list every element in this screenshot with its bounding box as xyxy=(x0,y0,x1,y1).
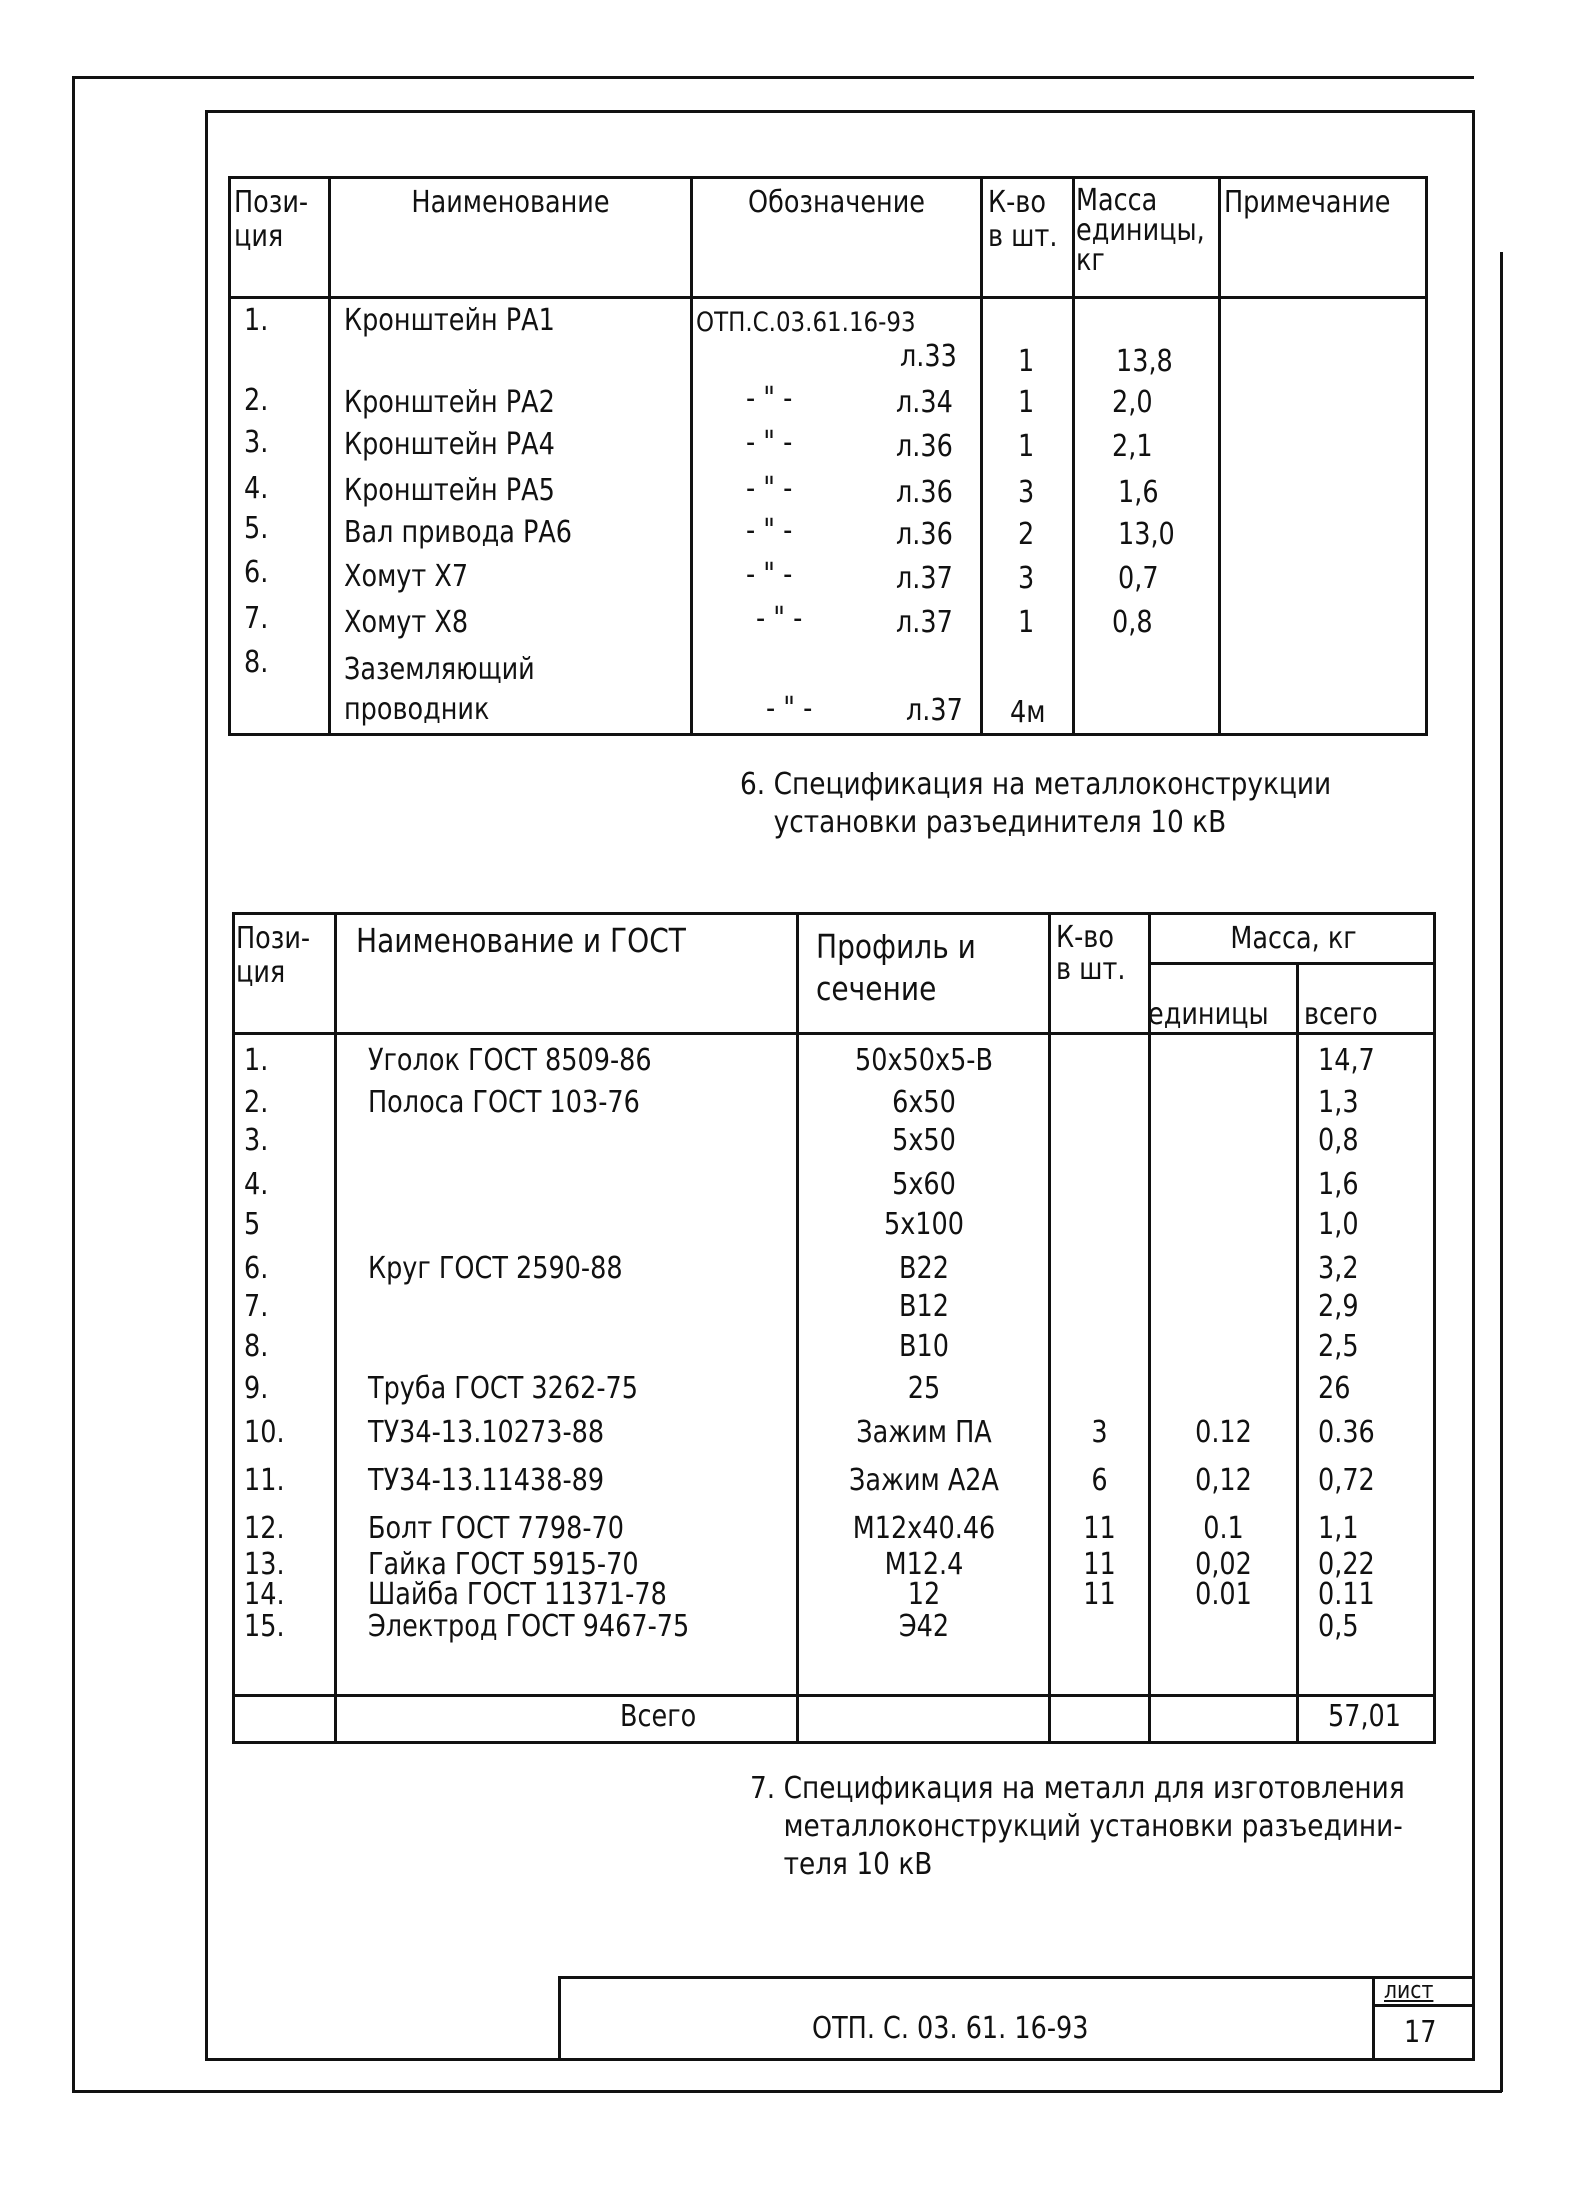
table7-row-total-mass: 0.36 xyxy=(1318,1415,1375,1450)
table7-row-name: Круг ГОСТ 2590-88 xyxy=(368,1251,623,1286)
table7-header-line xyxy=(232,1032,1436,1035)
table6-row-pos: 2. xyxy=(244,383,269,418)
page-bottom-border xyxy=(72,2090,1502,2093)
table7-row-total-mass: 0,72 xyxy=(1318,1463,1375,1498)
table7-header-total: всего xyxy=(1304,997,1378,1032)
page-top-border xyxy=(72,76,1474,79)
table7-col-line xyxy=(334,912,337,1744)
table6-row-sheet: л.36 xyxy=(896,429,953,464)
table7-row-total-mass: 26 xyxy=(1318,1371,1351,1406)
table7-row-name: ТУ34-13.10273-88 xyxy=(368,1415,605,1450)
table6-row-mass: 13,0 xyxy=(1118,517,1175,552)
table7-row-name: Болт ГОСТ 7798-70 xyxy=(368,1511,625,1546)
stamp-sheet-label-line xyxy=(1372,2004,1474,2007)
table6-row-pos: 4. xyxy=(244,471,269,506)
table7-row-pos: 14. xyxy=(244,1577,285,1612)
table7-row-total-mass: 3,2 xyxy=(1318,1251,1359,1286)
table6-row-name: Кронштейн РА4 xyxy=(344,427,555,462)
table7-row-pos: 13. xyxy=(244,1547,285,1582)
stamp-top-line xyxy=(558,1976,1474,1979)
table7-row-pos: 12. xyxy=(244,1511,285,1546)
table6-row-pos: 5. xyxy=(244,511,269,546)
table7-header-unit: единицы xyxy=(1148,997,1269,1032)
stamp-sheet-number: 17 xyxy=(1404,2015,1437,2050)
table7-row-total-mass: 1,0 xyxy=(1318,1207,1359,1242)
table6-row-sheet: л.34 xyxy=(896,385,953,420)
table6-row-mass: 0,7 xyxy=(1118,561,1159,596)
frame-top xyxy=(205,110,1475,113)
table6-row-qty: 4м xyxy=(1010,695,1046,730)
table7-header-qty: К-во в шт. xyxy=(1056,920,1126,987)
table7-row-name: Труба ГОСТ 3262-75 xyxy=(368,1371,638,1406)
table7-row-profile: Зажим А2А xyxy=(849,1463,999,1498)
table7-header-profile: Профиль и сечение xyxy=(816,927,976,1008)
table6-header-name: Наименование xyxy=(411,185,610,220)
page-right-border xyxy=(1500,252,1503,2092)
table7-row-qty: 6 xyxy=(1091,1463,1108,1498)
frame-bottom xyxy=(205,2058,1475,2061)
table7-row-profile: 5х60 xyxy=(892,1167,956,1202)
table7-mass-subheader-line xyxy=(1148,962,1436,965)
table6-header-mass: Масса единицы, кг xyxy=(1076,183,1205,278)
table7-row-pos: 9. xyxy=(244,1371,269,1406)
table6-header-line xyxy=(228,296,1428,299)
table6-header-qty: К-во в шт. xyxy=(988,185,1058,254)
table7-row-profile: 25 xyxy=(907,1371,941,1406)
table6-row-mass: 2,1 xyxy=(1112,429,1153,464)
table7-row-pos: 10. xyxy=(244,1415,285,1450)
table6-header-designation: Обозначение xyxy=(748,185,925,220)
table7-row-unit-mass: 0.1 xyxy=(1203,1511,1244,1546)
table7-row-profile: М12х40.46 xyxy=(852,1511,996,1546)
table6-row-name: Хомут Х8 xyxy=(344,605,469,640)
table6-row-pos: 8. xyxy=(244,645,269,680)
stamp-sheet-label: лист xyxy=(1384,1976,1434,2004)
table6-row-sheet: л.37 xyxy=(896,605,953,640)
table7-row-qty: 11 xyxy=(1083,1577,1116,1612)
table6-first-designation: ОТП.С.03.61.16-93 xyxy=(696,307,916,338)
table6-row-ditto: - " - xyxy=(766,691,813,726)
table7-row-total-mass: 14,7 xyxy=(1318,1043,1375,1078)
table7-row-pos: 8. xyxy=(244,1329,269,1364)
table7-col-line xyxy=(1296,962,1299,1744)
table7-row-qty: 11 xyxy=(1083,1547,1116,1582)
table7-col-line xyxy=(1148,912,1151,1744)
table6-caption: 6. Спецификация на металлоконструкции установки разъединителя 10 кВ xyxy=(740,767,1332,840)
table6-row-pos: 7. xyxy=(244,601,269,636)
table7-row-profile: В22 xyxy=(899,1251,949,1286)
table7-row-pos: 5 xyxy=(244,1207,261,1242)
table7-row-pos: 7. xyxy=(244,1289,269,1324)
table7-row-name: Гайка ГОСТ 5915-70 xyxy=(368,1547,639,1582)
table6-row-mass: 2,0 xyxy=(1112,385,1153,420)
table7-row-total-mass: 1,1 xyxy=(1318,1511,1359,1546)
table6-row-sheet: л.36 xyxy=(896,475,953,510)
table6-row-sheet: л.37 xyxy=(906,693,963,728)
table7-row-total-mass: 2,5 xyxy=(1318,1329,1359,1364)
table6-col-line xyxy=(328,176,331,736)
table7-row-total-mass: 0,8 xyxy=(1318,1123,1359,1158)
table7-row-name: Электрод ГОСТ 9467-75 xyxy=(368,1609,690,1644)
table6-row-name: Кронштейн РА5 xyxy=(344,473,555,508)
table7-row-total-mass: 0,22 xyxy=(1318,1547,1375,1582)
table6-row-mass: 1,6 xyxy=(1118,475,1159,510)
table7-row-qty: 3 xyxy=(1091,1415,1108,1450)
table6-row-ditto: - " - xyxy=(746,557,793,592)
table7-header-name: Наименование и ГОСТ xyxy=(356,921,686,960)
table7-row-total-mass: 2,9 xyxy=(1318,1289,1359,1324)
table6-row-pos: 6. xyxy=(244,555,269,590)
table7-row-unit-mass: 0.12 xyxy=(1195,1415,1252,1450)
table7-row-name: ТУ34-13.11438-89 xyxy=(368,1463,605,1498)
table6-row-ditto: - " - xyxy=(756,601,803,636)
table7-caption: 7. Спецификация на металл для изготовления металлоконструкций установки разъедини- теля 10 кВ xyxy=(750,1771,1405,1882)
table7-row-unit-mass: 0,02 xyxy=(1195,1547,1252,1582)
table7-row-unit-mass: 0,12 xyxy=(1195,1463,1252,1498)
table7-row-profile: Зажим ПА xyxy=(856,1415,992,1450)
table7-header-pos: Пози- ция xyxy=(236,921,311,990)
table6-row-qty: 1 xyxy=(1018,385,1035,420)
table7-row-pos: 15. xyxy=(244,1609,285,1644)
table7-row-pos: 3. xyxy=(244,1123,269,1158)
table7-row-pos: 6. xyxy=(244,1251,269,1286)
table7-row-name: Уголок ГОСТ 8509-86 xyxy=(368,1043,652,1078)
table6-col-line xyxy=(1218,176,1221,736)
table6-col-line xyxy=(980,176,983,736)
table6-row-pos: 3. xyxy=(244,425,269,460)
table7-row-profile: В12 xyxy=(899,1289,949,1324)
table6-row-mass: 13,8 xyxy=(1116,344,1173,379)
stamp-doc-code: ОТП. С. 03. 61. 16-93 xyxy=(812,2011,1089,2046)
table7-header-mass: Масса, кг xyxy=(1230,921,1357,956)
table6-row-qty: 1 xyxy=(1018,344,1035,379)
table7-row-pos: 11. xyxy=(244,1463,285,1498)
stamp-left-line xyxy=(558,1976,561,2060)
table6-col-line xyxy=(1072,176,1075,736)
table7-row-total-mass: 1,3 xyxy=(1318,1085,1359,1120)
table6-header-pos: Пози- ция xyxy=(234,185,309,254)
table6-row-sheet: л.36 xyxy=(896,517,953,552)
table7-row-profile: М12.4 xyxy=(884,1547,964,1582)
table7-row-name: Шайба ГОСТ 11371-78 xyxy=(368,1577,667,1612)
frame-left xyxy=(205,110,208,2060)
table7-row-total-mass: 0,5 xyxy=(1318,1609,1359,1644)
table6-row-qty: 3 xyxy=(1018,475,1035,510)
table7-row-profile: Э42 xyxy=(898,1609,950,1644)
table6-row-ditto: - " - xyxy=(746,513,793,548)
table7-col-line xyxy=(796,912,799,1744)
table6-row-qty: 1 xyxy=(1018,429,1035,464)
table7-row-pos: 1. xyxy=(244,1043,269,1078)
table7-row-profile: 5х100 xyxy=(883,1207,964,1242)
page-left-border xyxy=(72,76,75,2092)
table7-row-pos: 2. xyxy=(244,1085,269,1120)
table7-row-qty: 11 xyxy=(1083,1511,1116,1546)
table6-col-line xyxy=(690,176,693,736)
table7-row-profile: 6х50 xyxy=(892,1085,956,1120)
table6-row-name: Заземляющий проводник xyxy=(344,652,535,727)
table6-header-note: Примечание xyxy=(1224,185,1391,220)
table7-total-value: 57,01 xyxy=(1328,1699,1402,1734)
table6-row-qty: 2 xyxy=(1018,517,1035,552)
stamp-sheet-divider xyxy=(1372,1976,1375,2060)
table7-col-line xyxy=(1048,912,1051,1744)
table7-row-profile: 12 xyxy=(907,1577,941,1612)
table7-row-profile: 50х50х5-В xyxy=(854,1043,993,1078)
table7-row-name: Полоса ГОСТ 103-76 xyxy=(368,1085,640,1120)
frame-right xyxy=(1472,110,1475,2060)
table6-row-ditto: - " - xyxy=(746,425,793,460)
table6-row-name: Кронштейн РА2 xyxy=(344,385,555,420)
table6-row-name: Кронштейн РА1 xyxy=(344,303,555,338)
table6-row-qty: 1 xyxy=(1018,605,1035,640)
table7-total-label: Всего xyxy=(620,1699,697,1734)
table6-row-qty: 3 xyxy=(1018,561,1035,596)
table6-row-pos: 1. xyxy=(244,303,269,338)
table7-row-total-mass: 0.11 xyxy=(1318,1577,1375,1612)
table6-row-name: Хомут Х7 xyxy=(344,559,469,594)
table7-row-pos: 4. xyxy=(244,1167,269,1202)
table7-row-unit-mass: 0.01 xyxy=(1195,1577,1252,1612)
table7-row-total-mass: 1,6 xyxy=(1318,1167,1359,1202)
table6-row-sheet: л.37 xyxy=(896,561,953,596)
table6-row-ditto: - " - xyxy=(746,471,793,506)
table7-row-profile: В10 xyxy=(899,1329,949,1364)
table6-row-mass: 0,8 xyxy=(1112,605,1153,640)
table7-total-line xyxy=(232,1694,1436,1697)
table6-row-name: Вал привода РА6 xyxy=(344,515,572,550)
table6-row-sheet: л.33 xyxy=(900,339,957,374)
table7-row-profile: 5х50 xyxy=(892,1123,956,1158)
table6-row-ditto: - " - xyxy=(746,381,793,416)
